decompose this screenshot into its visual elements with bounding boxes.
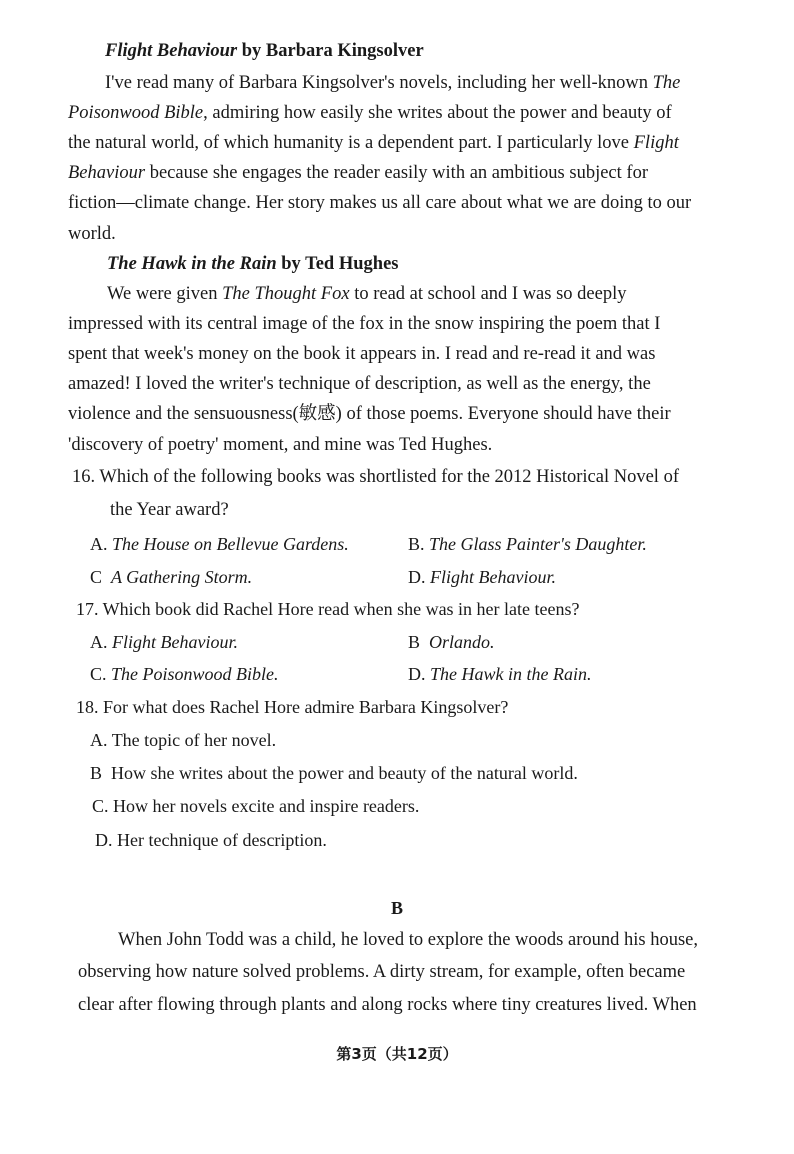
option-text: Flight Behaviour. <box>430 567 556 587</box>
book1-text: because she engages the reader easily with an ambitious subject for <box>145 163 648 183</box>
section-b-heading: B <box>390 898 403 918</box>
q17-option-d[interactable] <box>408 661 591 687</box>
option-text: The topic of her novel. <box>111 730 277 750</box>
book2-text: We were given <box>107 284 223 304</box>
option-label: B. <box>408 534 430 554</box>
book1-italic: Flight <box>633 133 679 153</box>
book1-line-4 <box>68 160 648 186</box>
q18-option-c[interactable] <box>92 793 419 819</box>
q18-option-b[interactable] <box>90 760 578 786</box>
q16-stem-cont: the Year award? <box>110 500 229 520</box>
book2-line-4: amazed! I loved the writer's technique of description, as well as the energy, the <box>68 374 651 394</box>
q16-option-d[interactable] <box>408 564 556 590</box>
book2-title: The Hawk in the Rain <box>107 254 277 274</box>
q18-option-a[interactable] <box>90 727 276 753</box>
book1-italic: Behaviour <box>68 163 146 183</box>
q18-stem: 18. For what does Rachel Hore admire Barbara Kingsolver? <box>76 697 509 717</box>
book1-text: the natural world, of which humanity is a dependent part. I particularly love <box>68 133 634 153</box>
option-text: Flight Behaviour. <box>112 632 238 652</box>
option-label: C. <box>92 796 114 816</box>
option-label: C <box>90 567 112 587</box>
q17-stem: 17. Which book did Rachel Hore read when she was in her late teens? <box>76 599 580 619</box>
book2-line-3: spent that week's money on the book it appears in. I read and re-read it and was <box>68 344 656 364</box>
book1-line-6: world. <box>68 224 116 244</box>
q18-option-d[interactable] <box>95 827 327 853</box>
book1-text: , admiring how easily she writes about the power and beauty of <box>203 103 672 123</box>
section-b-line-2: observing how nature solved problems. A dirty stream, for example, often became <box>78 962 686 982</box>
book1-italic: Poisonwood Bible <box>68 103 204 123</box>
book2-author: by Ted Hughes <box>276 254 399 274</box>
option-label: D. <box>95 830 117 850</box>
book2-line-1 <box>107 281 626 307</box>
option-text: A Gathering Storm. <box>111 567 253 587</box>
book2-heading <box>107 251 398 277</box>
option-text: Orlando. <box>429 632 495 652</box>
option-text: How her novels excite and inspire readers. <box>113 796 420 816</box>
q17-option-b[interactable] <box>408 629 495 655</box>
book2-italic: The Thought Fox <box>222 284 350 304</box>
q16-option-c[interactable] <box>90 564 252 590</box>
q17-option-c[interactable] <box>90 661 279 687</box>
option-label: D. <box>408 567 430 587</box>
book1-line-5: fiction—climate change. Her story makes us all care about what we are doing to our <box>68 193 692 213</box>
option-label: A. <box>90 534 112 554</box>
option-text: Her technique of description. <box>117 830 327 850</box>
book2-text: to read at school and I was so deeply <box>349 284 627 304</box>
option-text: The House on Bellevue Gardens. <box>112 534 349 554</box>
section-b-line-3: clear after flowing through plants and along rocks where tiny creatures lived. When <box>78 995 697 1015</box>
book1-heading <box>105 38 424 64</box>
section-b-line-1: When John Todd was a child, he loved to explore the woods around his house, <box>118 930 698 950</box>
option-label: C. <box>90 664 112 684</box>
option-label: A. <box>90 730 112 750</box>
option-label: D. <box>408 664 430 684</box>
book1-line-1 <box>105 70 680 96</box>
q16-option-a[interactable] <box>90 531 349 557</box>
book2-line-5: violence and the sensuousness(敏感) of those poems. Everyone should have their <box>68 404 671 424</box>
option-text: How she writes about the power and beauty of the natural world. <box>111 763 578 783</box>
book1-text: I've read many of Barbara Kingsolver's novels, including her well-known <box>105 73 653 93</box>
book2-line-6: 'discovery of poetry' moment, and mine was Ted Hughes. <box>68 435 493 455</box>
page-number-footer: 第3页（共12页） <box>336 1045 458 1063</box>
option-label: B <box>90 763 112 783</box>
book2-line-2: impressed with its central image of the fox in the snow inspiring the poem that I <box>68 314 661 334</box>
book1-title: Flight Behaviour <box>105 41 238 61</box>
option-label: A. <box>90 632 112 652</box>
book1-italic: The <box>652 73 681 93</box>
q16-stem: 16. Which of the following books was shortlisted for the 2012 Historical Novel of <box>72 467 679 487</box>
book1-line-2 <box>68 100 672 126</box>
q17-option-a[interactable] <box>90 629 238 655</box>
book1-author: by Barbara Kingsolver <box>237 41 424 61</box>
q16-option-b[interactable] <box>408 531 647 557</box>
option-text: The Hawk in the Rain. <box>430 664 592 684</box>
option-label: B <box>408 632 430 652</box>
option-text: The Poisonwood Bible. <box>111 664 279 684</box>
option-text: The Glass Painter's Daughter. <box>429 534 647 554</box>
book1-line-3 <box>68 130 679 156</box>
